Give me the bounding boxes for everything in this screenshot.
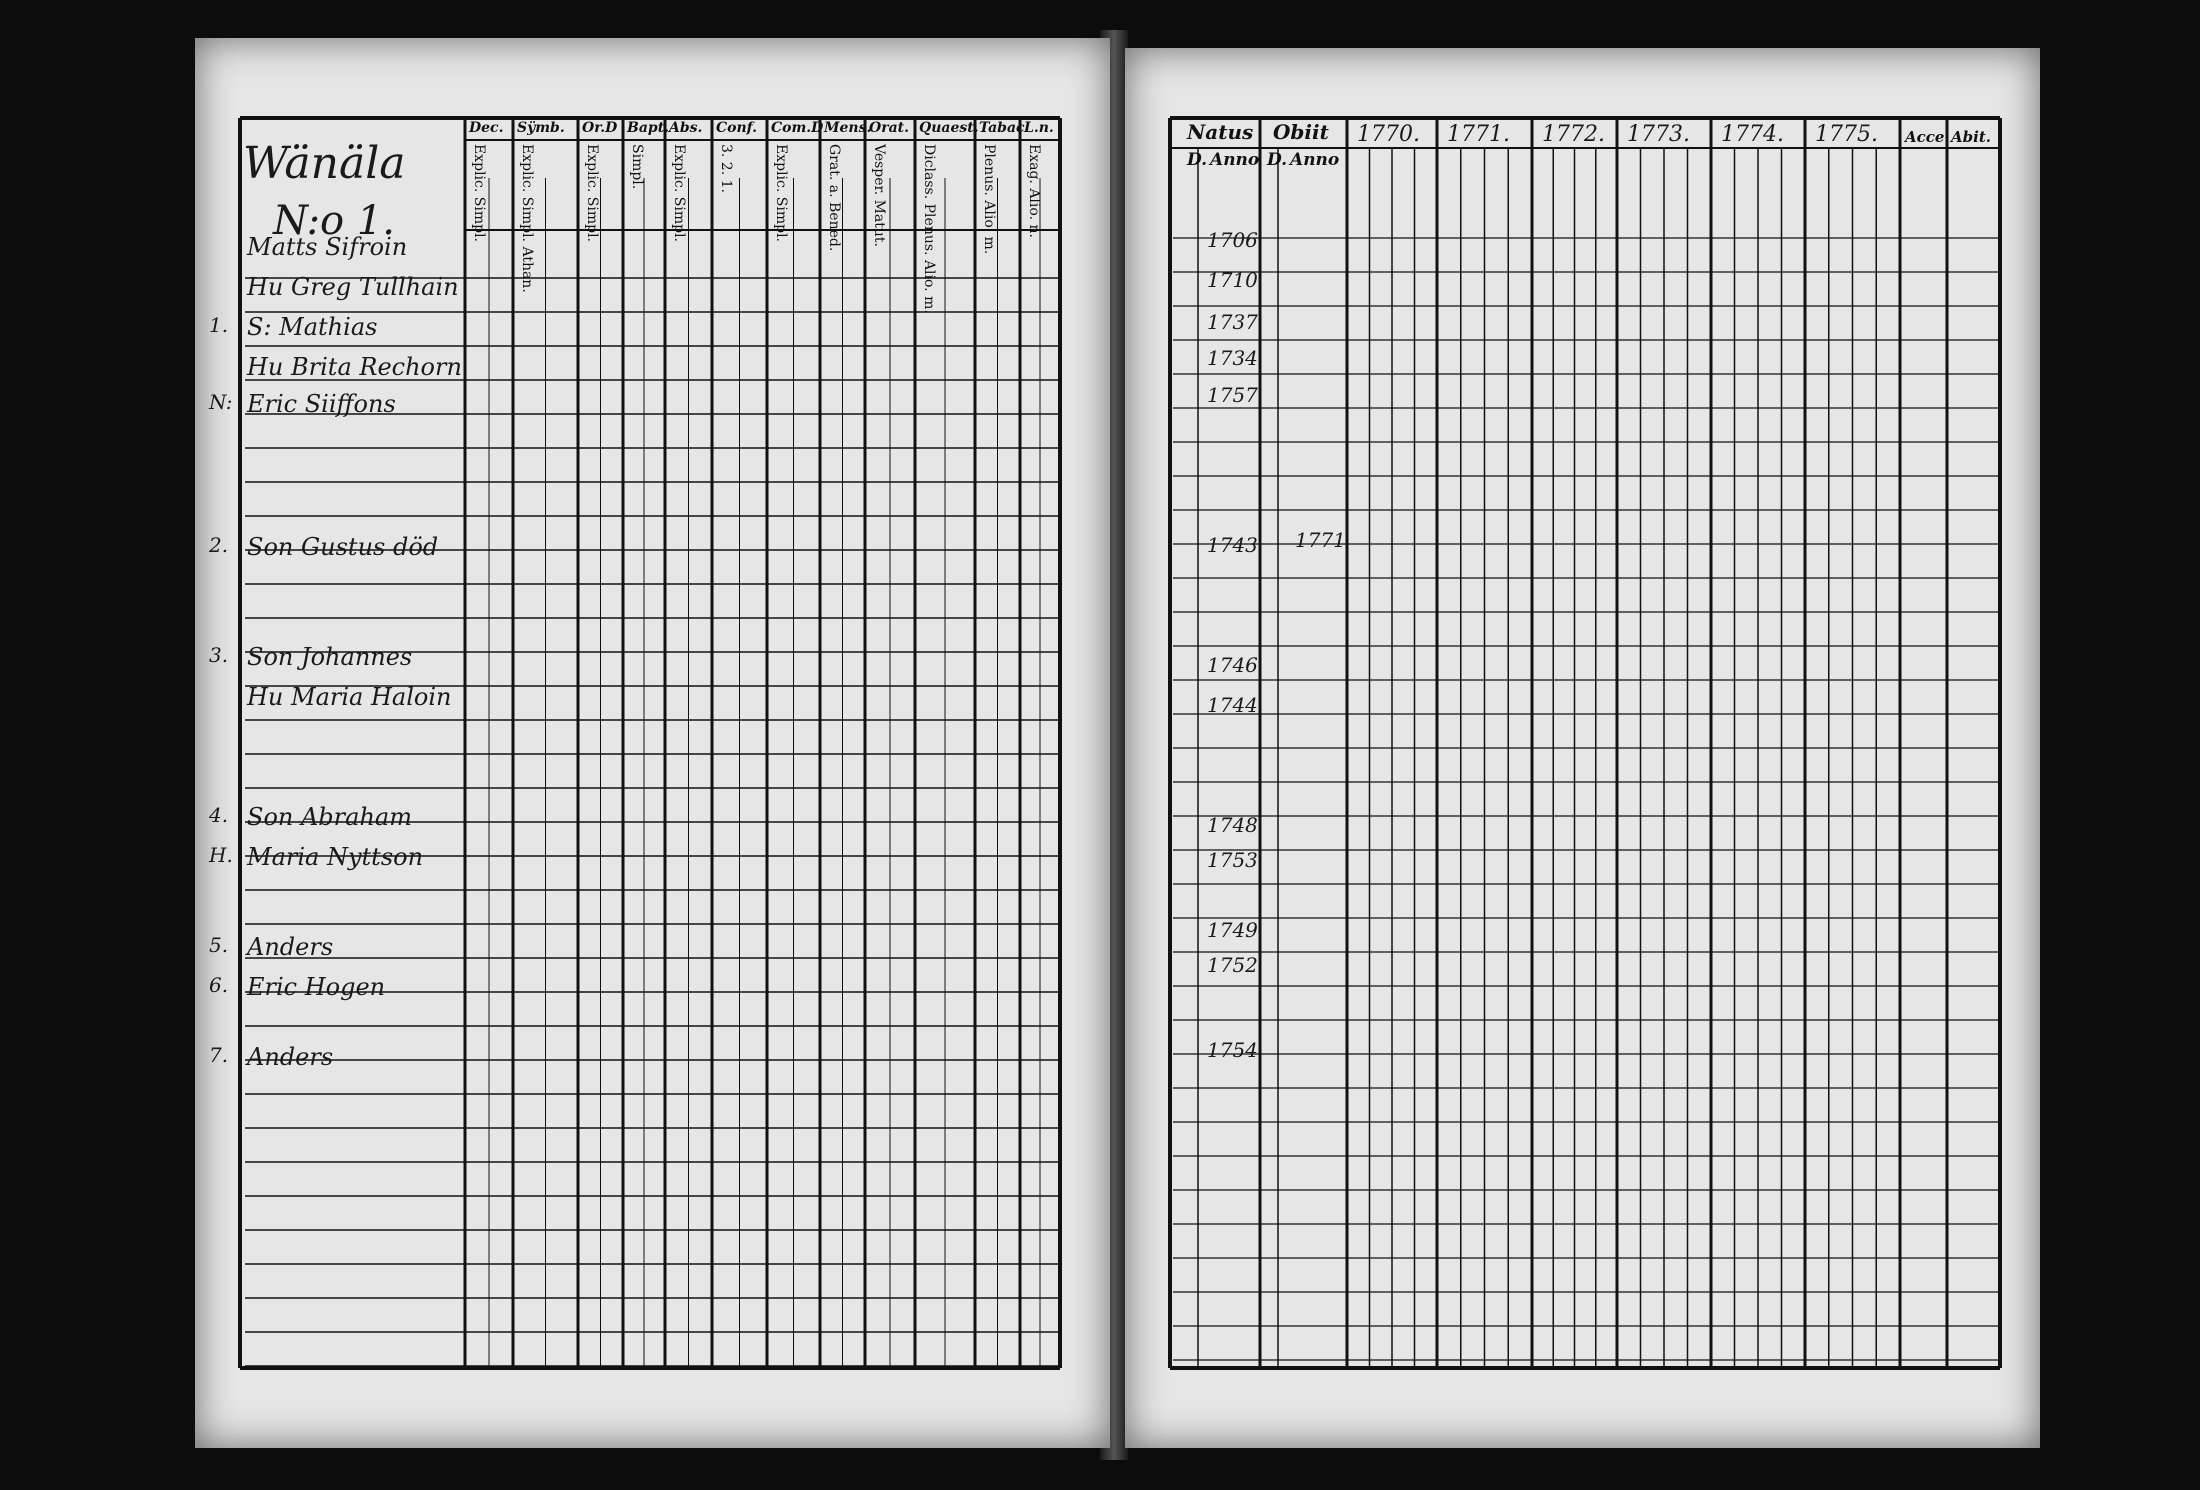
column-subheader: Grat. a. Bened. [826, 144, 842, 252]
person-name: Hu Greg Tullhain [247, 273, 459, 301]
person-name: S: Mathias [247, 313, 378, 341]
column-subheader: Explic. Simpl. [773, 144, 789, 243]
birth-year: 1737 [1207, 310, 1258, 334]
column-subheader: Explic. Simpl. [471, 144, 487, 243]
birth-year: 1753 [1207, 848, 1258, 872]
birth-year: 1746 [1207, 653, 1258, 677]
right-page [1125, 48, 2040, 1448]
column-subheader: Simpl. [629, 144, 645, 190]
birth-year: 1752 [1207, 953, 1258, 977]
year-header: 1770. [1357, 122, 1420, 147]
column-header: Mens. [824, 120, 872, 136]
natus-anno-subheader: Anno [1210, 150, 1260, 170]
column-subheader: Diclass. Plenus. Alio. m. [921, 144, 937, 314]
column-header: Sÿmb. [517, 120, 565, 136]
column-header: Com.D [771, 120, 824, 136]
year-header: 1771. [1447, 122, 1510, 147]
column-header: Quaest. [919, 120, 979, 136]
person-name: Anders [247, 933, 334, 961]
person-number: 5. [209, 933, 229, 957]
natus-header: Natus [1187, 120, 1254, 144]
person-name: Son Abraham [247, 803, 412, 831]
column-header: Abs. [669, 120, 703, 136]
person-number: 4. [209, 803, 229, 827]
abiit-header: Abit. [1951, 128, 1991, 146]
left-page [195, 38, 1110, 1448]
person-name: Son Johannes [247, 643, 413, 671]
column-header: Orat. [869, 120, 909, 136]
column-subheader: Explic. Simpl. [671, 144, 687, 243]
birth-year: 1754 [1207, 1038, 1258, 1062]
birth-year: 1744 [1207, 693, 1258, 717]
column-header: Tabac [979, 120, 1025, 136]
column-header: Or.D [582, 120, 618, 136]
birth-year: 1734 [1207, 346, 1258, 370]
accessit-header: Acce. [1905, 128, 1950, 146]
person-number: H. [209, 843, 233, 867]
column-header: L.n. [1024, 120, 1054, 136]
birth-year: 1749 [1207, 918, 1258, 942]
column-header: Conf. [716, 120, 758, 136]
birth-year: 1743 [1207, 533, 1258, 557]
year-header: 1774. [1721, 122, 1784, 147]
year-header: 1775. [1815, 122, 1878, 147]
person-name: Eric Siiffons [247, 390, 396, 418]
column-subheader: Explic. Simpl. Athan. [519, 144, 535, 293]
column-subheader: Plenus. Alio. m. [981, 144, 997, 255]
natus-day-subheader: D. [1187, 150, 1208, 170]
column-subheader: Vesper. Matut. [871, 144, 887, 247]
column-header: Bapt. [627, 120, 670, 136]
person-number: 3. [209, 643, 229, 667]
birth-year: 1748 [1207, 813, 1258, 837]
year-header: 1772. [1542, 122, 1605, 147]
birth-year: 1710 [1207, 268, 1258, 292]
obiit-day-subheader: D. [1267, 150, 1288, 170]
obiit-header: Obiit [1273, 120, 1329, 144]
person-number: 7. [209, 1043, 229, 1067]
column-subheader: Explic. Simpl. [584, 144, 600, 243]
column-header: Dec. [469, 120, 504, 136]
person-number: N: [209, 390, 233, 414]
person-name: Hu Brita Rechorn [247, 353, 462, 381]
person-number: 1. [209, 313, 229, 337]
right-ledger-grid [1125, 48, 2040, 1448]
person-number: 6. [209, 973, 229, 997]
death-year-entry: 1771 [1295, 528, 1346, 552]
person-name: Hu Maria Haloin [247, 683, 452, 711]
person-number: 2. [209, 533, 229, 557]
household-number: N:o 1. [273, 198, 396, 244]
person-name: Eric Hogen [247, 973, 386, 1001]
column-subheader: 3. 2. 1. [718, 144, 734, 193]
year-header: 1773. [1627, 122, 1690, 147]
person-name: Son Gustus död [247, 533, 439, 561]
obiit-anno-subheader: Anno [1290, 150, 1340, 170]
column-subheader: Exag. Alio. n. [1026, 144, 1042, 238]
parish-name: Wänäla [243, 138, 406, 189]
person-name: Anders [247, 1043, 334, 1071]
person-name: Maria Nyttson [247, 843, 424, 871]
birth-year: 1757 [1207, 383, 1258, 407]
person-name: Matts Sifroin [247, 233, 408, 261]
birth-year: 1706 [1207, 228, 1258, 252]
